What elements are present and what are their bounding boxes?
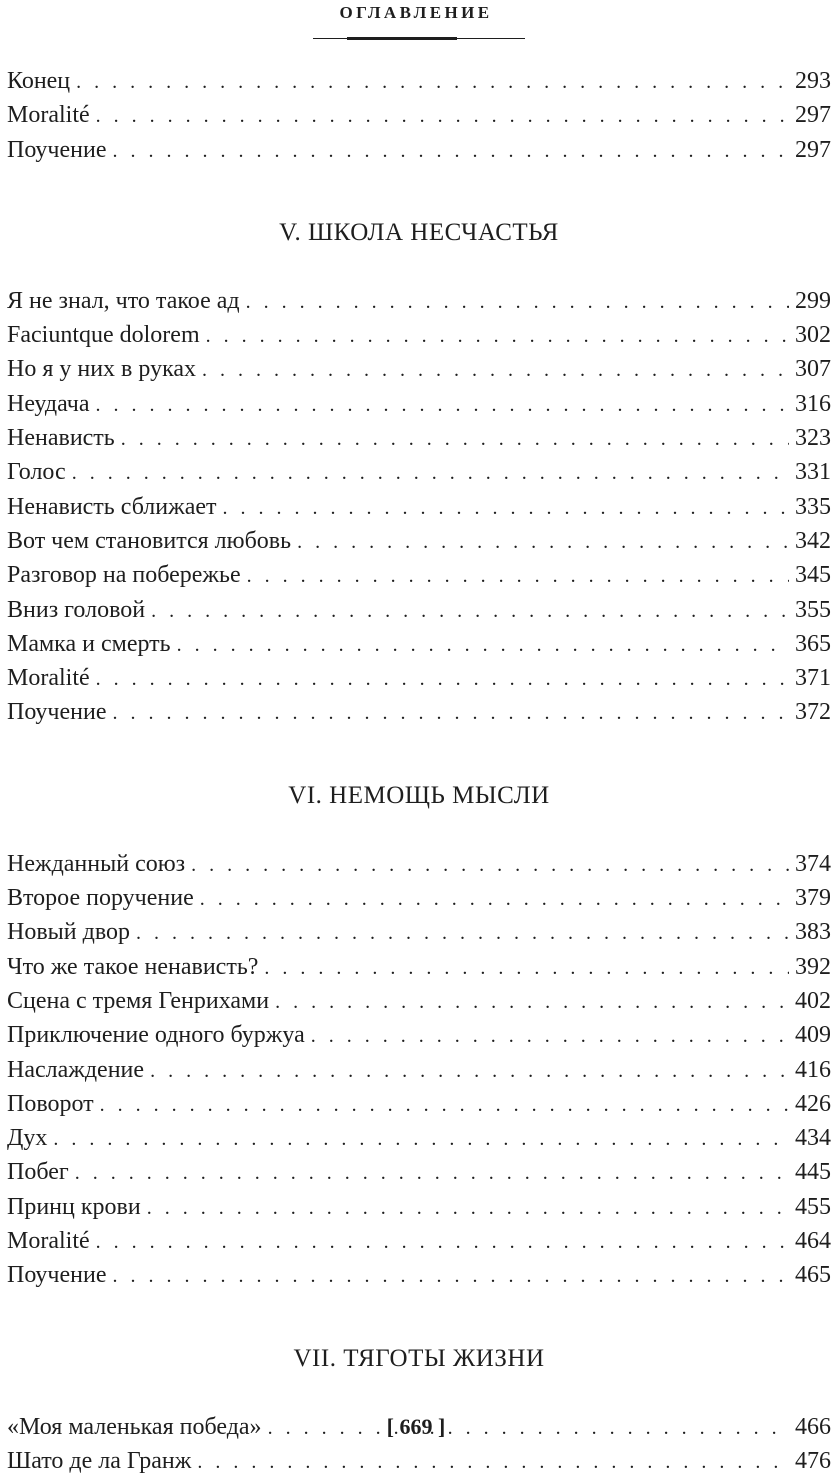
entry-title: Поучение: [7, 699, 107, 726]
entry-page-number: 465: [795, 1262, 831, 1289]
entry-title: Новый двор: [7, 919, 131, 946]
entry-page-number: 299: [795, 287, 831, 314]
entry-title: Побег: [7, 1159, 69, 1186]
entry-page-number: 297: [795, 102, 831, 129]
entry-page-number: 466: [795, 1413, 831, 1440]
dot-leader: [264, 951, 789, 985]
entry-page-number: 445: [795, 1159, 831, 1186]
toc-entry[interactable]: [7, 915, 831, 949]
section-heading: V. ШКОЛА НЕСЧАСТЬЯ: [279, 218, 559, 246]
entry-page-number: 426: [795, 1090, 831, 1117]
entry-page-number: 383: [795, 919, 831, 946]
section-spacer: [7, 812, 831, 847]
toc-entry[interactable]: [7, 881, 831, 915]
toc-entry[interactable]: [7, 661, 831, 695]
entry-page-number: 402: [795, 987, 831, 1014]
entry-page-number: 355: [795, 596, 831, 623]
section-heading: VII. ТЯГОТЫ ЖИЗНИ: [293, 1344, 545, 1372]
page-number: [ 669 ]: [386, 1414, 446, 1439]
entry-page-number: 416: [795, 1056, 831, 1083]
dot-leader: [311, 1019, 789, 1053]
entry-page-number: 379: [795, 885, 831, 912]
entry-title: «Моя маленькая победа»: [7, 1413, 262, 1440]
dot-leader: [96, 99, 789, 133]
dot-leader: [72, 456, 789, 490]
toc-entry[interactable]: [7, 1258, 831, 1292]
toc-entry[interactable]: [7, 1190, 831, 1224]
dot-leader: [53, 1122, 789, 1156]
dot-leader: [96, 1225, 789, 1259]
entry-title: Вниз головой: [7, 596, 146, 623]
toc-entry[interactable]: [7, 1121, 831, 1155]
toc-entry[interactable]: [7, 64, 831, 98]
entry-page-number: 331: [795, 459, 831, 486]
section-heading: VI. НЕМОЩЬ МЫСЛИ: [288, 781, 550, 809]
dot-leader: [100, 1088, 789, 1122]
entry-page-number: 342: [795, 527, 831, 554]
entry-title: Moralité: [7, 1228, 90, 1255]
dot-leader: [96, 388, 790, 422]
dot-leader: [297, 525, 789, 559]
entry-page-number: 302: [795, 322, 831, 349]
entry-page-number: 297: [795, 136, 831, 163]
entry-page-number: 345: [795, 562, 831, 589]
entry-title: Но я у них в руках: [7, 356, 197, 383]
toc-entry[interactable]: [7, 284, 831, 318]
entry-title: Мамка и смерть: [7, 630, 171, 657]
dot-leader: [200, 882, 789, 916]
toc-entry[interactable]: [7, 695, 831, 729]
entry-page-number: 374: [795, 850, 831, 877]
entry-title: Вот чем становится любовь: [7, 527, 292, 554]
section-spacer: [7, 1375, 831, 1410]
toc-entry[interactable]: [7, 1224, 831, 1258]
dot-leader: [96, 662, 789, 696]
toc-entry[interactable]: [7, 1155, 831, 1189]
entry-title: Голос: [7, 459, 66, 486]
toc-entry[interactable]: [7, 524, 831, 558]
dot-leader: [75, 1156, 789, 1190]
entry-title: Поучение: [7, 1262, 107, 1289]
entry-title: Что же такое ненависть?: [7, 953, 259, 980]
toc-entry[interactable]: [7, 490, 831, 524]
table-of-contents: [7, 64, 831, 1478]
entry-title: Второе поручение: [7, 885, 194, 912]
header-rule-accent: [347, 37, 457, 40]
entry-title: Поучение: [7, 136, 107, 163]
toc-entry[interactable]: [7, 352, 831, 386]
entry-page-number: 365: [795, 630, 831, 657]
entry-page-number: 316: [795, 390, 831, 417]
dot-leader: [121, 422, 789, 456]
entry-page-number: 434: [795, 1125, 831, 1152]
toc-entry[interactable]: [7, 387, 831, 421]
entry-page-number: 464: [795, 1228, 831, 1255]
dot-leader: [247, 559, 789, 593]
entry-title: Дух: [7, 1125, 48, 1152]
entry-title: Moralité: [7, 102, 90, 129]
toc-entry[interactable]: [7, 98, 831, 132]
toc-entry[interactable]: [7, 1053, 831, 1087]
toc-entry[interactable]: [7, 627, 831, 661]
dot-leader: [191, 848, 789, 882]
entry-title: Приключение одного буржуа: [7, 1022, 305, 1049]
entry-page-number: 323: [795, 425, 831, 452]
dot-leader: [202, 353, 789, 387]
toc-entry[interactable]: [7, 318, 831, 352]
dot-leader: [76, 65, 789, 99]
toc-entry[interactable]: [7, 1444, 831, 1478]
entry-title: Шато де ла Гранж: [7, 1447, 192, 1474]
dot-leader: [112, 134, 789, 168]
toc-entry[interactable]: [7, 593, 831, 627]
toc-entry[interactable]: [7, 558, 831, 592]
running-head: ОГЛАВЛЕНИЕ: [339, 3, 493, 22]
section-spacer: [7, 249, 831, 284]
toc-entry[interactable]: [7, 847, 831, 881]
dot-leader: [177, 628, 789, 662]
section-spacer: [7, 730, 831, 779]
dot-leader: [197, 1445, 789, 1479]
entry-title: Faciuntque dolorem: [7, 322, 200, 349]
entry-title: Поворот: [7, 1090, 94, 1117]
section-spacer: [7, 1293, 831, 1342]
dot-leader: [246, 285, 789, 319]
entry-title: Нежданный союз: [7, 850, 186, 877]
entry-page-number: 335: [795, 493, 831, 520]
entry-page-number: 392: [795, 953, 831, 980]
entry-title: Сцена с тремя Генрихами: [7, 987, 270, 1014]
toc-entry[interactable]: [7, 421, 831, 455]
entry-title: Конец: [7, 68, 71, 94]
dot-leader: [151, 594, 789, 628]
entry-title: Принц крови: [7, 1193, 141, 1220]
toc-entry[interactable]: [7, 1087, 831, 1121]
entry-title: Неудача: [7, 390, 90, 417]
entry-page-number: 476: [795, 1447, 831, 1474]
dot-leader: [136, 916, 789, 950]
entry-title: Ненависть сближает: [7, 493, 217, 520]
dot-leader: [112, 1259, 789, 1293]
dot-leader: [112, 696, 789, 730]
entry-page-number: 455: [795, 1193, 831, 1220]
dot-leader: [206, 319, 789, 353]
dot-leader: [275, 985, 789, 1019]
dot-leader: [223, 491, 790, 525]
entry-page-number: 409: [795, 1022, 831, 1049]
toc-entry[interactable]: [7, 950, 831, 984]
toc-entry[interactable]: [7, 984, 831, 1018]
entry-title: Я не знал, что такое ад: [7, 287, 240, 314]
entry-page-number: 293: [795, 68, 831, 94]
section-spacer: [7, 167, 831, 216]
dot-leader: [150, 1054, 789, 1088]
entry-page-number: 307: [795, 356, 831, 383]
entry-title: Наслаждение: [7, 1056, 145, 1083]
entry-title: Moralité: [7, 665, 90, 692]
toc-entry[interactable]: [7, 1018, 831, 1052]
dot-leader: [147, 1191, 789, 1225]
toc-entry[interactable]: [7, 133, 831, 167]
entry-title: Ненависть: [7, 425, 115, 452]
entry-page-number: 371: [795, 665, 831, 692]
entry-title: Разговор на побережье: [7, 562, 241, 589]
entry-page-number: 372: [795, 699, 831, 726]
toc-entry[interactable]: [7, 455, 831, 489]
